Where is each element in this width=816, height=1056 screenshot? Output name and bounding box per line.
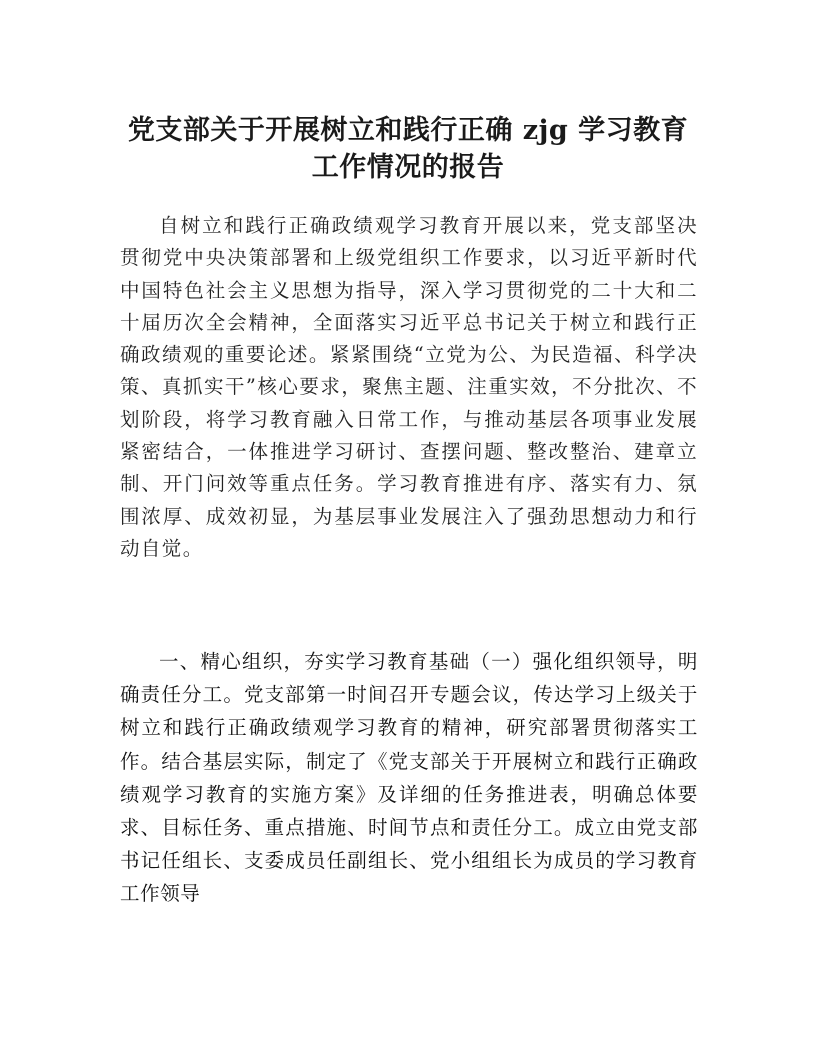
intro-paragraph: 自树立和践行正确政绩观学习教育开展以来，党支部坚决贯彻党中央决策部署和上级党组织工作要求，以习近平新时代中国特色社会主义思想为指导，深入学习贯彻党的二十大和二十届历次全会精神，全面落实习近平总书记关于树立和践行正确政绩观的重要论述。紧紧围绕“立党为公、为民造福、科学决策、真抓实干”核心要求，聚焦主题、注重实效，不分批次、不划阶段，将学习教育融入日常工作，与推动基层各项事业发展紧密结合，一体推进学习研讨、查摆问题、整改整治、建章立制、开门问效等重点任务。学习教育推进有序、落实有力、氛围浓厚、成效初显，为基层事业发展注入了强劲思想动力和行动自觉。 [120, 214, 698, 560]
section-one-paragraph: 一、精心组织，夯实学习教育基础（一）强化组织领导，明确责任分工。党支部第一时间召开专题会议，传达学习上级关于树立和践行正确政绩观学习教育的精神，研究部署贯彻落实工作。结合基层实际，制定了《党支部关于开展树立和践行正确政绩观学习教育的实施方案》及详细的任务推进表，明确总体要求、目标任务、重点措施、时间节点和责任分工。成立由党支部书记任组长、支委成员任副组长、党小组组长为成员的学习教育工作领导 [120, 650, 698, 906]
document-title: 党支部关于开展树立和践行正确 zjg 学习教育工作情况的报告 [127, 115, 689, 183]
